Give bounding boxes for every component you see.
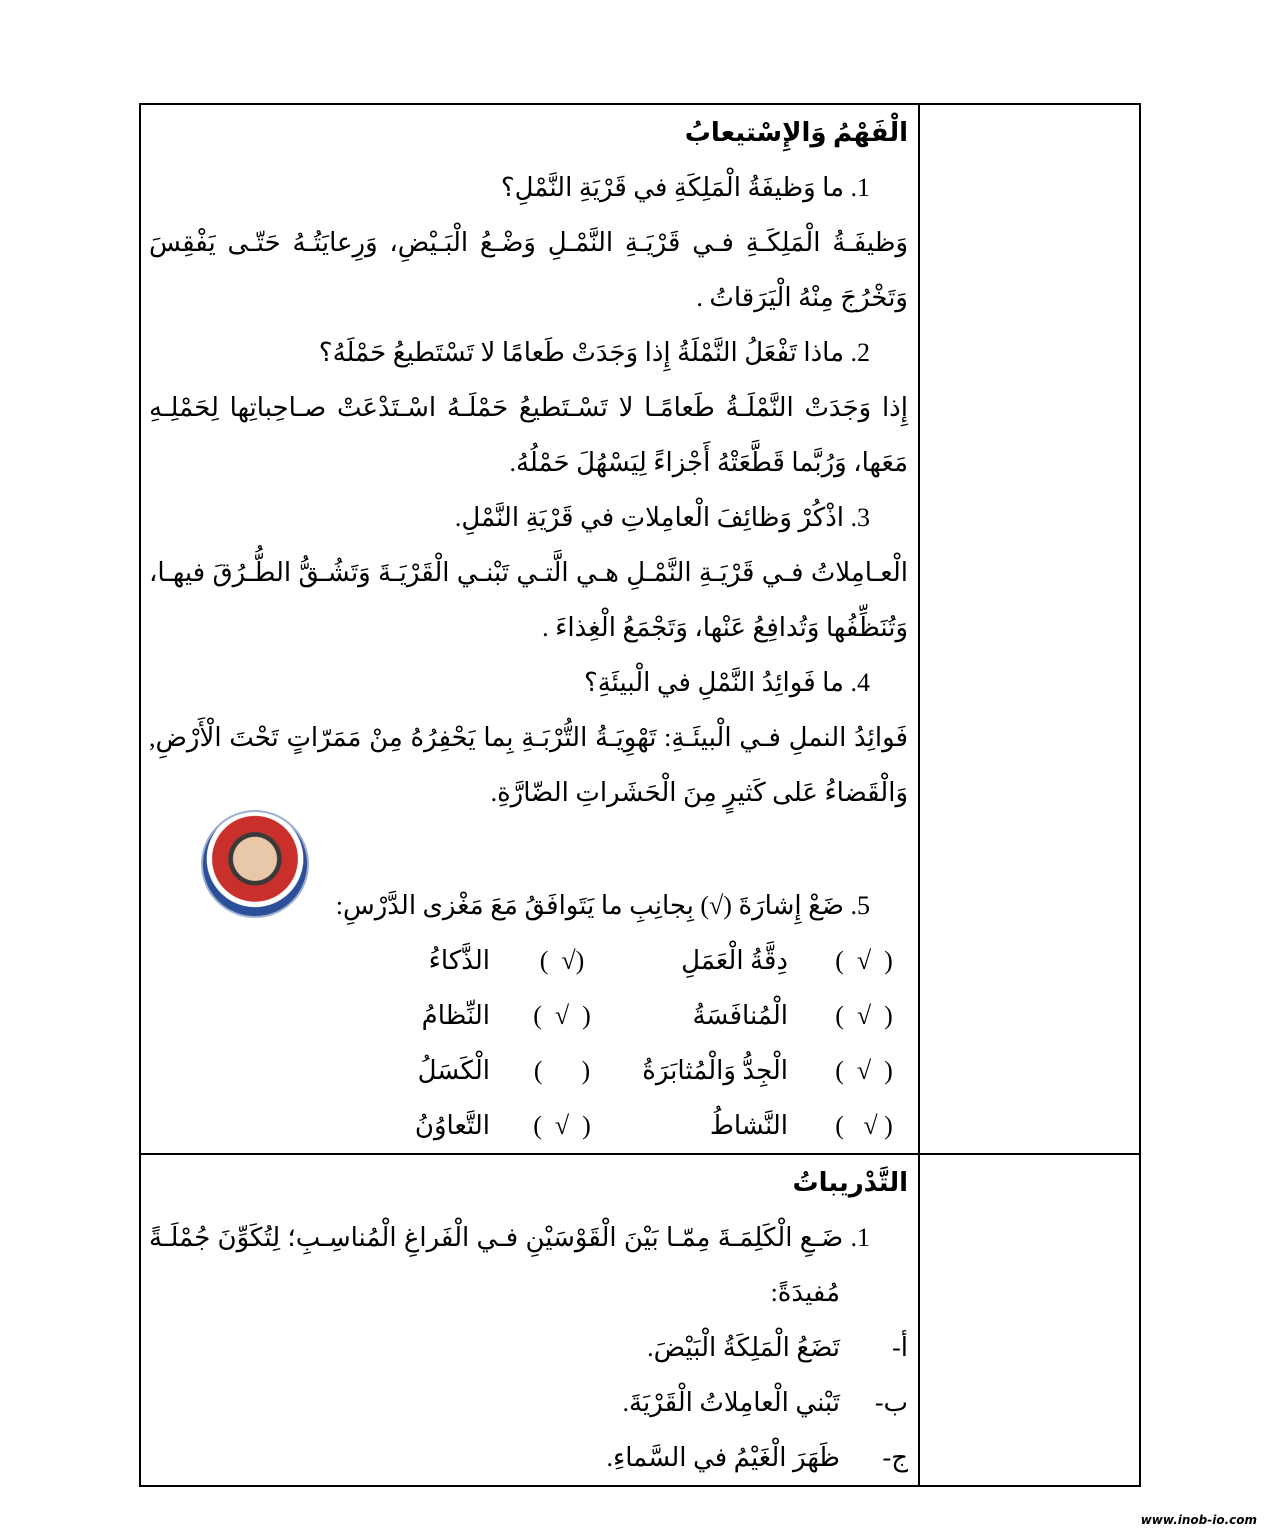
exercise-item-letter: ج- bbox=[882, 1443, 908, 1472]
empty-side-cell bbox=[919, 104, 1140, 1154]
checklist-word: النِّظامُ bbox=[421, 1001, 490, 1030]
question-3: 3. اذْكُرْ وَظائِفَ الْعامِلاتِ في قَرْيَةِ النَّمْلِ. bbox=[454, 503, 870, 532]
check-mark-box[interactable]: ( √ ) bbox=[835, 1111, 893, 1140]
checklist-word: الْجِدُّ وَالْمُثابَرَةُ bbox=[642, 1056, 788, 1085]
exercise-1-line-2: مُفيدَةً: bbox=[770, 1278, 840, 1307]
check-mark-box[interactable]: ( √ ) bbox=[835, 1001, 893, 1030]
checklist-word: التَّعاوُنُ bbox=[414, 1111, 490, 1140]
answer-3-line-1: الْعـامِلاتُ فـي قَرْيَـةِ النَّمْـلِ هـي الَّتـي تَبْنـي الْقَرْيَـةَ وَتَشُـقُّ الطُّـرُقَ فيهـا، bbox=[149, 558, 908, 587]
check-mark-box[interactable]: ( √ ) bbox=[835, 946, 893, 975]
checklist-row bbox=[149, 933, 908, 988]
exercise-item-letter: ب- bbox=[874, 1388, 908, 1417]
footer-site-link[interactable]: www.inob-io.com bbox=[1140, 1513, 1257, 1527]
answer-3-line-2: وَتُنَظِّفُها وَتُدافِعُ عَنْها، وَتَجْمَعُ الْغِذاءَ . bbox=[542, 613, 908, 642]
checklist-word: دِقَّةُ الْعَمَلِ bbox=[681, 946, 788, 975]
section-heading: التَّدْريباتُ bbox=[792, 1168, 908, 1197]
empty-side-cell bbox=[919, 1154, 1140, 1486]
answer-4-line-1: فَوائِدُ النملِ فـي الْبيئَـةِ: تَهْوِيَـةُ التُّرْبَـةِ بِما يَحْفِرُهُ مِنْ مَمَرّاتٍ تَحْتَ الْأَرْضِ, bbox=[149, 723, 908, 752]
exercises-cell bbox=[140, 1154, 919, 1486]
answer-4-line-2: وَالْقَضاءُ عَلى كَثيرٍ مِنَ الْحَشَراتِ الضّارَّةِ. bbox=[490, 778, 908, 807]
question-5: 5. ضَعْ إِشارَةَ (√) بِجانِبِ ما يَتَوافَقُ مَعَ مَغْزى الدَّرْسِ: bbox=[335, 891, 870, 920]
check-mark-box[interactable]: ( ) bbox=[533, 1056, 591, 1085]
exercise-item-text: تَبْني الْعامِلاتُ الْقَرْيَةَ. bbox=[622, 1388, 840, 1417]
answer-1-line-2: وَتَخْرُجَ مِنْهُ الْيَرَقاتُ . bbox=[696, 283, 908, 312]
comprehension-cell bbox=[140, 104, 919, 1154]
check-mark-box[interactable]: ( √ ) bbox=[533, 1111, 591, 1140]
checklist bbox=[149, 933, 908, 1153]
check-mark-box[interactable]: (√ ) bbox=[539, 946, 585, 975]
emblem-logo bbox=[201, 810, 309, 918]
answer-1-line-1: وَظيفَـةُ الْمَلِكَـةِ فـي قَرْيَـةِ النَّمْـلِ وَضْـعُ الْبَـيْضِ، وَرِعايَتُـهُ حَتّـى يَفْقِسَ bbox=[149, 228, 908, 257]
check-mark-box[interactable]: ( √ ) bbox=[835, 1056, 893, 1085]
exercise-1-line-1: 1. ضَـعِ الْكَلِمَـةَ مِمّـا بَيْنَ الْقَوْسَيْنِ فـي الْفَراغِ الْمُناسِـبِ؛ لِتُكَوِّنَ جُمْلَـةً bbox=[149, 1223, 870, 1252]
exercise-item bbox=[149, 1430, 908, 1485]
answer-2-line-2: مَعَها، وَرُبَّما قَطَّعَتْهُ أَجْزاءً لِيَسْهُلَ حَمْلُهُ. bbox=[509, 448, 908, 477]
checklist-word: النَّشاطُ bbox=[709, 1111, 788, 1140]
checklist-row bbox=[149, 1098, 908, 1153]
exercise-item-text: تَضَعُ الْمَلِكَةُ الْبَيْضَ. bbox=[647, 1333, 840, 1362]
question-1: 1. ما وَظيفَةُ الْمَلِكَةِ في قَرْيَةِ النَّمْلِ؟ bbox=[500, 173, 870, 202]
checklist-word: الْمُنافَسَةُ bbox=[692, 1001, 788, 1030]
exercise-item-letter: أ- bbox=[892, 1333, 908, 1362]
question-2: 2. ماذا تَفْعَلُ النَّمْلَةُ إِذا وَجَدَتْ طَعامًا لا تَسْتَطيعُ حَمْلَهُ؟ bbox=[318, 338, 870, 367]
checklist-row bbox=[149, 1043, 908, 1098]
section-heading: الْفَهْمُ وَالإِسْتيعابُ bbox=[684, 118, 908, 147]
exercise-item bbox=[149, 1375, 908, 1430]
logo-spacer bbox=[149, 820, 908, 878]
question-4: 4. ما فَوائِدُ النَّمْلِ في الْبيئَةِ؟ bbox=[583, 668, 870, 697]
check-mark-box[interactable]: ( √ ) bbox=[533, 1001, 591, 1030]
checklist-word: الذَّكاءُ bbox=[428, 946, 490, 975]
exercise-item bbox=[149, 1320, 908, 1375]
checklist-row bbox=[149, 988, 908, 1043]
worksheet-table bbox=[139, 103, 1141, 1487]
exercise-item-text: ظَهَرَ الْغَيْمُ في السَّماءِ. bbox=[606, 1443, 840, 1472]
answer-2-line-1: إِذا وَجَدَتْ النَّمْلَـةُ طَعامًـا لا تَسْـتَطيعُ حَمْلَـهُ اسْـتَدْعَتْ صـاحِباتِها لِحَمْلِـهِ bbox=[149, 393, 908, 422]
checklist-word: الْكَسَلُ bbox=[417, 1056, 490, 1085]
